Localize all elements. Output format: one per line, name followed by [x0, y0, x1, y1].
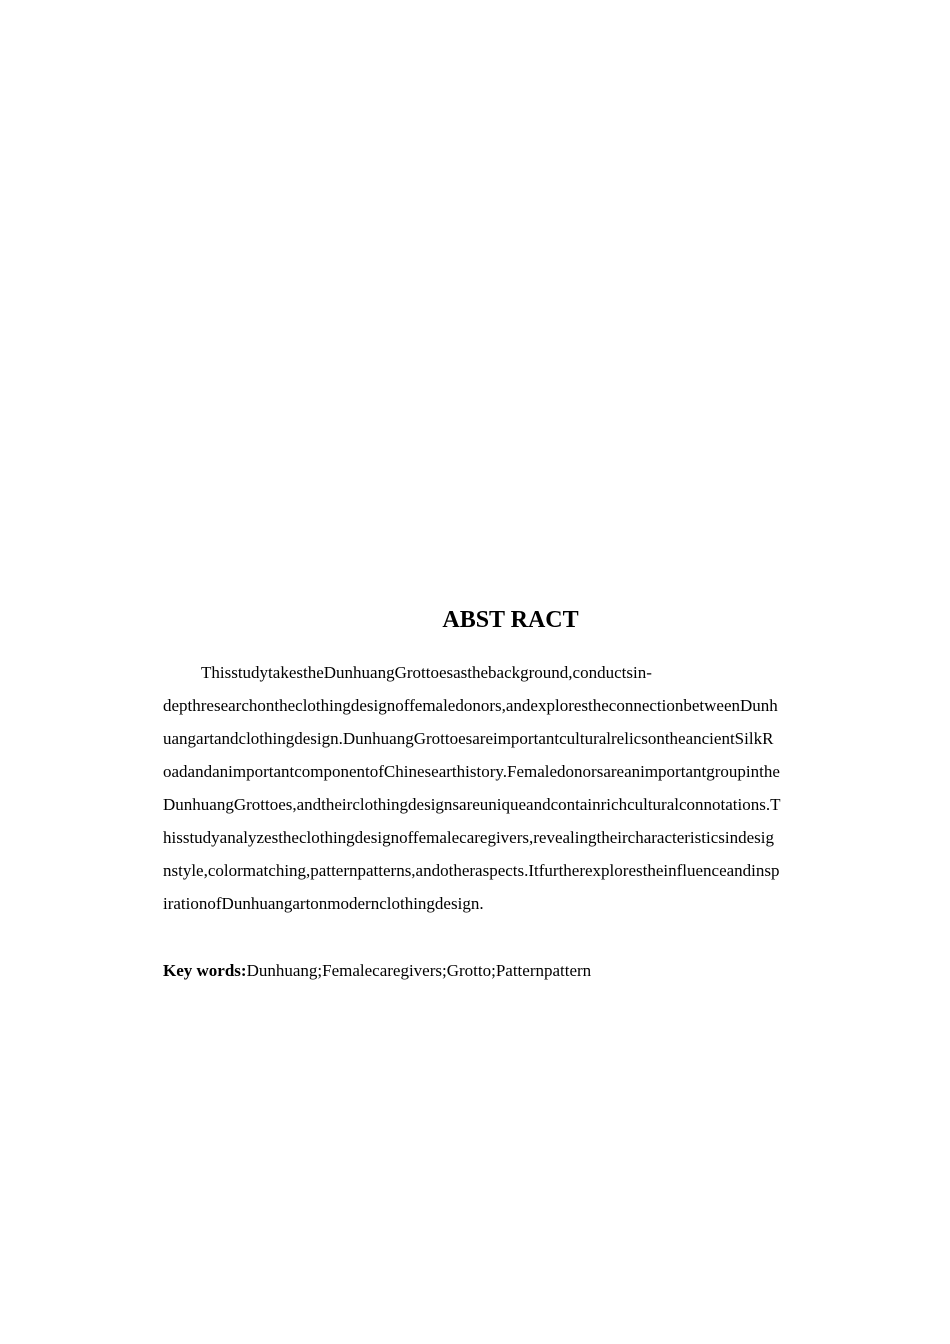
abstract-line-6: hisstudyanalyzestheclothingdesignoffemalecaregivers,revealingtheircharacteristicsindesig: [163, 828, 774, 847]
abstract-line-4: oadandanimportantcomponentofChinesearthistory.Femaledonorsareanimportantgroupinthe: [163, 762, 780, 781]
abstract-heading: [163, 605, 858, 635]
abstract-line-3: uangartandclothingdesign.DunhuangGrottoesareimportantculturalrelicsontheancientSilkR: [163, 729, 774, 748]
abstract-line-2: depthresearchontheclothingdesignoffemaledonors,andexplorestheconnectionbetweenDunh: [163, 696, 778, 715]
abstract-body: [163, 659, 858, 923]
keywords-value: Dunhuang;Femalecaregivers;Grotto;Patternpattern: [246, 961, 592, 980]
keywords-label: Key words:: [163, 961, 247, 980]
abstract-line-7: nstyle,colormatching,patternpatterns,andotheraspects.Itfurtherexplorestheinfluenceandinsp: [163, 861, 780, 880]
keywords-line: [163, 957, 858, 985]
abstract-line-5: DunhuangGrottoes,andtheirclothingdesignsareuniqueandcontainrichculturalconnotations.T: [163, 795, 781, 814]
abstract-line-8: irationofDunhuangartonmodernclothingdesign.: [163, 894, 484, 913]
abstract-line-1: ThisstudytakestheDunhuangGrottoesasthebackground,conductsin-: [201, 663, 652, 682]
abstract-heading-text: ABST RACT: [442, 607, 579, 633]
